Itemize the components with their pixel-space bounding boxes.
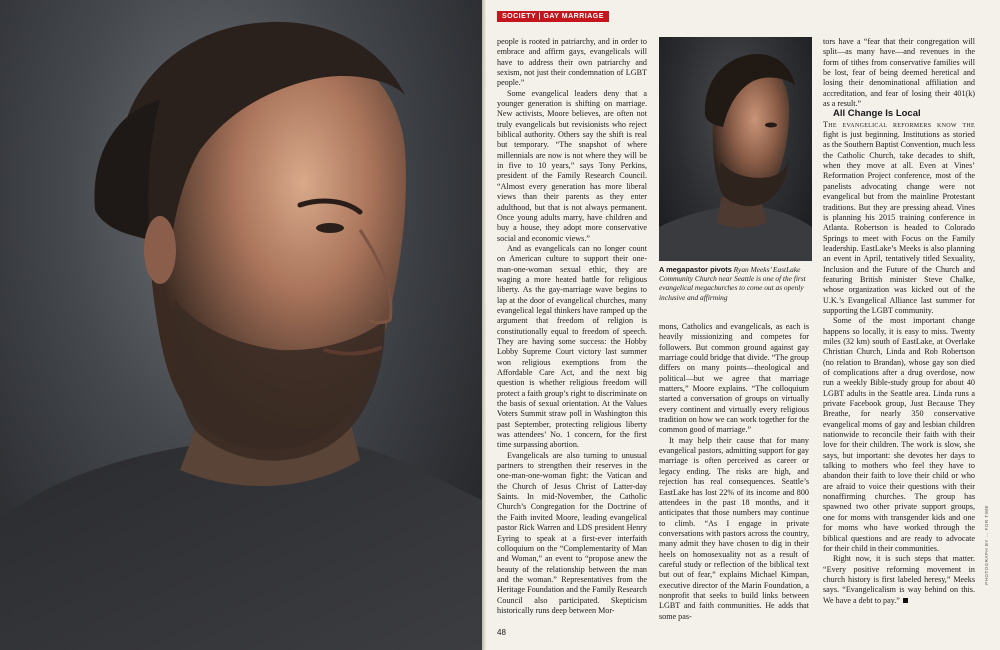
paragraph: And as evangelicals can no longer count on American culture to support their one-man-one-woman sexual ethic, they are waging a more heated battle for religious liberty. As the gay-marriage wave begins to lap at the door of evangelical churches, many evangelical legal thinkers have ramped up the argument that freedom of religion is constitutionally equal to freedom of speech. They are having some success: the Hobby Lobby Supreme Court victory last summer won religious exemptions from the Affordable Care Act, and the next big question is whether religious freedom will protect a faith group’s right to discriminate on the basis of sexual orientation. At the Values Voters Summit straw poll in Washington this past September, protecting religious liberty was attendees’ No. 1 concern, for the first time surpassing abortion. — [497, 243, 647, 450]
caption-text: Ryan Meeks’ EastLake Community Church near Seattle is one of the first evangelical megachurches to come out as openly inclusive and affirming — [659, 265, 806, 302]
photo-credit: PHOTOGRAPH BY ... FOR TIME — [984, 505, 989, 585]
paragraph-text: Right now, it is such steps that matter. “Every positive reforming movement in church history is first labeled heresy,” Meeks says. “Evangelicalism is way behind on this. We have a debt to pay.” — [823, 554, 975, 605]
paragraph — [823, 554, 975, 606]
photo-caption — [659, 265, 811, 302]
text-column-1 — [497, 37, 647, 616]
section-tag: SOCIETY | GAY MARRIAGE — [497, 11, 609, 22]
paragraph: It may help their cause that for many evangelical pastors, admitting support for gay marriage is often perceived as career or legacy ending. The risks are high, and rejection has real consequences. Seattle’s EastLake has lost 22% of its income and 800 attendees in the past 18 months, and it anticipates that those numbers may continue to climb. “As I engage in private conversations with pastors across the country, many admit they have chosen to dig in their heels on homosexuality not as a result of careful study or reflection of the biblical text but out of fear,” explains Michael Kimpan, executive director of the Marin Foundation, a nonprofit that seeks to build links between LGBT and faith communities. He adds that some pas- — [659, 435, 809, 621]
paragraph — [823, 120, 975, 317]
paragraph: tors have a “fear that their congregation will split—as many have—and revenues in the form of tithes from conservative families will be lost, fear of being deemed heretical and losing their denominational affiliation and accreditation, and fear of losing their 401(k) as a result.” — [823, 37, 975, 109]
lead-in: The evangelical reformers know the — [823, 119, 975, 129]
paragraph: Some evangelical leaders deny that a younger generation is shifting on marriage. New activists, Moore believes, are often not truly evangelicals but revisionists who reject biblical authority. Others say the shift is real but temporary. “The snapshot of where millennials are now is not where they will be in five to 10 years,” says Tony Perkins, president of the Family Research Council. “Almost every generation has more liberal views than their parents as they enter adulthood, but that is not always permanent. Once young adults marry, have children and buy a house, they adopt more conservative social and economic views.” — [497, 88, 647, 243]
subheading: All Change Is Local — [833, 108, 921, 120]
paragraph: mons, Catholics and evangelicals, as each is heavily missionizing and competes for followers. But common ground against gay marriage could bridge that divide. “The group differs on many points—theological and political—but we agree that marriage matters,” Moore explains. “The colloquium started a conversation of groups on virtually every continent and virtually every religious tradition on how we can work together for the common good of marriage.” — [659, 322, 809, 435]
paragraph: people is rooted in patriarchy, and in order to embrace and affirm gays, evangelicals will have to address their own patriarchy and sexism, not just their condemnation of LGBT people.” — [497, 37, 647, 88]
text-column-2 — [659, 322, 809, 622]
paragraph: Evangelicals are also turning to unusual partners to strengthen their reserves in the one-man-one-woman fight: the Vatican and the Church of Jesus Christ of Latter-day Saints. In mid-November, the Catholic Church’s Congregation for the Doctrine of the Faith invited Moore, leading evangelical pastor Rick Warren and LDS president Henry Eyring to speak at a first-ever interfaith colloquium on the “Complementarity of Man and Woman,” an event to “propose anew the beauty of the relationship between the man and the woman.” Representatives from the Heritage Foundation and the Family Research Council also participated. Skepticism historically runs deep between Mor- — [497, 450, 647, 615]
caption-lead: A megapastor pivots — [659, 265, 732, 274]
page-number: 48 — [497, 628, 506, 637]
end-mark-icon — [903, 598, 908, 603]
portrait-illustration-small — [659, 37, 812, 261]
portrait-photo-small — [659, 37, 812, 261]
paragraph: Some of the most important change happens so locally, it is easy to miss. Twenty miles (32 km) south of EastLake, at Overlake Christian Church, Linda and Rob Robertson (no relation to Brandan), whose gay son died of complications after a drug overdose, now run a weekly Bible-study group for about 40 LGBT adults in the Seattle area. Linda runs a private Facebook group, Just Because They Breathe, for nearly 350 conservative evangelical moms of gay and lesbian children nationwide to reconcile their faith with their love for their children. The work is slow, she says, but important: she devotes her days to talking to mothers who feel they have to abandon their faith to love their child or who are afraid to voice their questions with their nonaffirming churches. The group has spawned two other private support groups, one for moms with transgender kids and one for moms who have worked through the biblical questions and are ready to advocate for their child in their communities. — [823, 316, 975, 553]
text-column-3 — [823, 37, 975, 606]
portrait-illustration — [0, 0, 482, 650]
portrait-photo-large — [0, 0, 482, 650]
paragraph-text: fight is just beginning. Institutions as storied as the Southern Baptist Convention, much less the Catholic Church, take decades to shift, when they move at all. Even at Vines’ Reformation Project conference, most of the panelists advocating change were not evangelical but from the mainline Protestant traditions. But they are pressing ahead. Vines is planning his 2015 training conference in Atlanta. Robertson is headed to Colorado Springs to meet with Focus on the Family leadership. EastLake’s Meeks is also planning an event in April, tentatively titled Sexuality, Inclusion and the Future of the Church and featuring British minister Steve Chalke, whose organization was kicked out of the U.K.’s Evangelical Alliance last summer for supporting the LGBT community. — [823, 130, 975, 315]
